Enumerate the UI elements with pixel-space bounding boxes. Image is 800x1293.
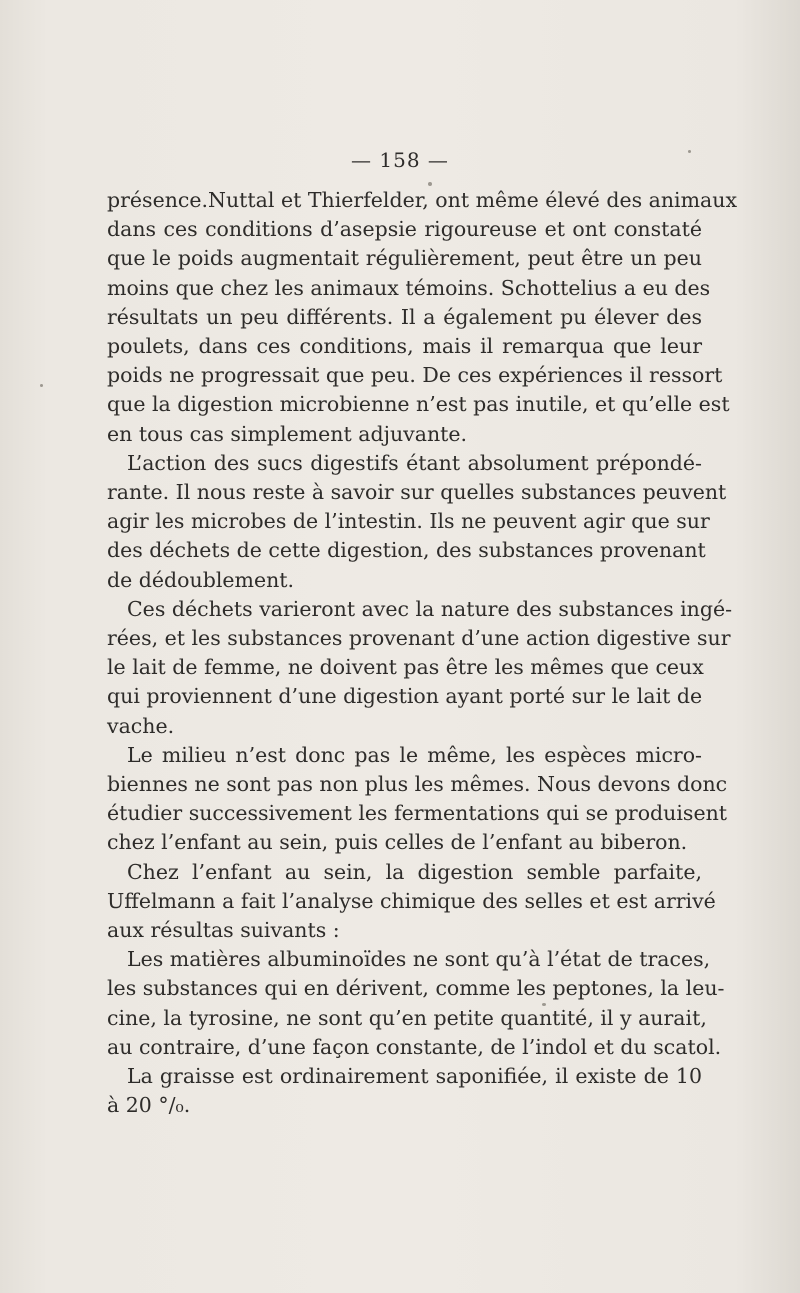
- text-line: résultats un peu différents. Il a également pu élever des: [107, 304, 702, 329]
- paper-speck: [40, 384, 43, 387]
- text-line: aux résultas suivants :: [107, 918, 340, 943]
- text-line: rante. Il nous reste à savoir sur quelles substances peuvent: [107, 480, 727, 505]
- text-line: agir les microbes de l’intestin. Ils ne peuvent agir que sur: [107, 509, 710, 534]
- text-line: qui proviennent d’une digestion ayant porté sur le lait de: [107, 684, 703, 709]
- text-line: au contraire, d’une façon constante, de l’indol et du scatol.: [107, 1034, 722, 1059]
- text-line: étudier successivement les fermentations qui se produisent: [107, 801, 728, 826]
- text-line: L’action des sucs digestifs étant absolument prépondé-: [127, 450, 702, 475]
- text-line: poulets, dans ces conditions, mais il remarqua que leur: [107, 334, 702, 359]
- text-line: moins que chez les animaux témoins. Schottelius a eu des: [107, 275, 711, 300]
- text-line: en tous cas simplement adjuvante.: [107, 421, 468, 446]
- text-line: Les matières albuminoïdes ne sont qu’à l’état de traces,: [127, 947, 711, 972]
- body-text: [107, 186, 738, 1121]
- page-number: — 158 —: [351, 148, 449, 172]
- text-line: Ces déchets varieront avec la nature des substances ingé-: [127, 596, 733, 621]
- text-line: à 20 °/₀.: [107, 1093, 191, 1118]
- text-line: de dédoublement.: [107, 567, 295, 592]
- text-line: chez l’enfant au sein, puis celles de l’enfant au biberon.: [107, 830, 688, 855]
- text-line: La graisse est ordinairement saponifiée, il existe de 10: [127, 1064, 702, 1089]
- text-line: le lait de femme, ne doivent pas être les mêmes que ceux: [107, 655, 704, 680]
- text-line: des déchets de cette digestion, des substances provenant: [107, 538, 706, 563]
- text-line: biennes ne sont pas non plus les mêmes. Nous devons donc: [107, 772, 728, 797]
- text-line: Uffelmann a fait l’analyse chimique des selles et est arrivé: [107, 888, 716, 913]
- text-line: les substances qui en dérivent, comme les peptones, la leu-: [107, 976, 725, 1001]
- text-line: dans ces conditions d’asepsie rigoureuse et ont constaté: [107, 217, 702, 242]
- text-line: Le milieu n’est donc pas le même, les espèces micro-: [127, 742, 702, 767]
- text-line: que la digestion microbienne n’est pas inutile, et qu’elle est: [107, 392, 730, 417]
- text-line: vache.: [107, 713, 175, 738]
- text-line: poids ne progressait que peu. De ces expériences il ressort: [107, 363, 723, 388]
- text-line: rées, et les substances provenant d’une action digestive sur: [107, 626, 731, 651]
- text-line: Chez l’enfant au sein, la digestion semble parfaite,: [127, 859, 702, 884]
- text-line: que le poids augmentait régulièrement, peut être un peu: [107, 246, 702, 271]
- text-line: cine, la tyrosine, ne sont qu’en petite quantité, il y aurait,: [107, 1005, 707, 1030]
- text-line: présence.Nuttal et Thierfelder, ont même élevé des animaux: [107, 188, 738, 212]
